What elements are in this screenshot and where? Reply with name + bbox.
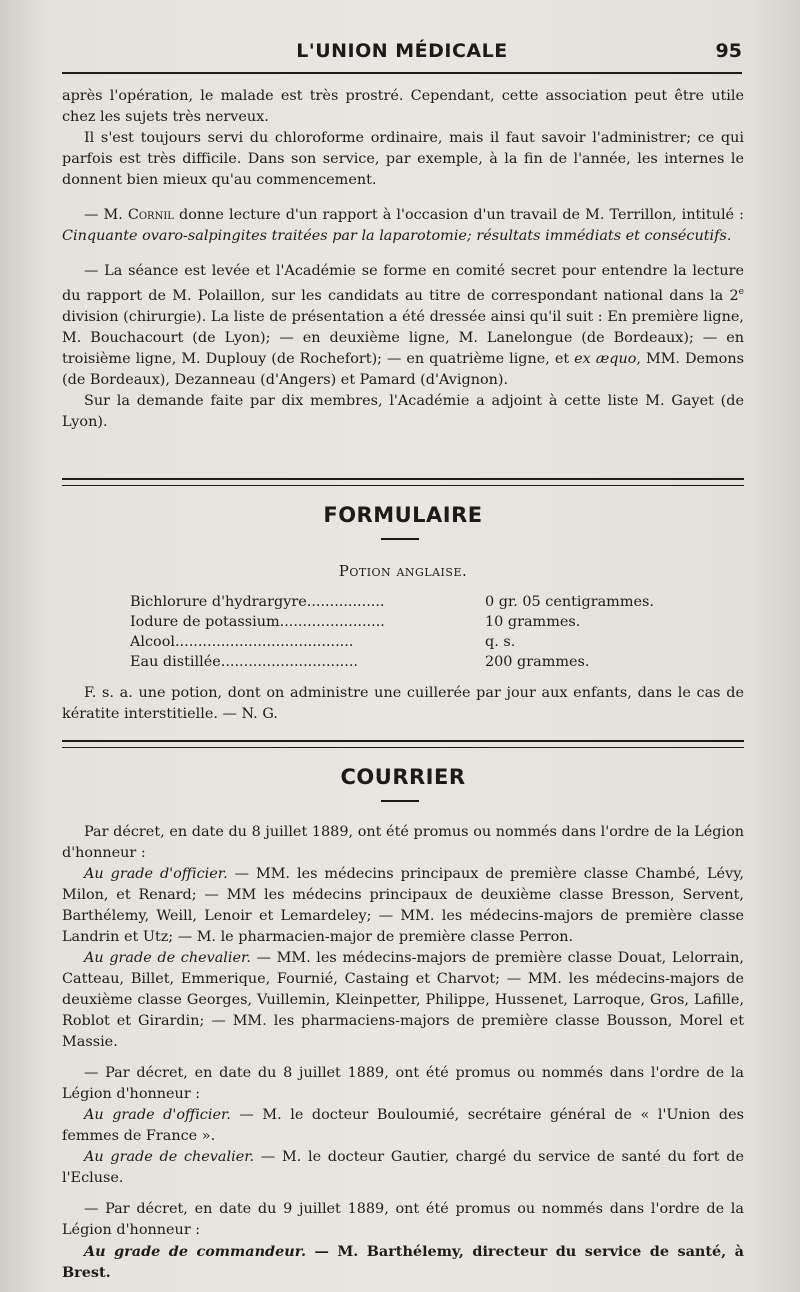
page-number: 95 xyxy=(715,40,742,62)
recipe-item xyxy=(130,592,730,612)
courrier-text: — MM. les médecins principaux de première classe Chambé, Lévy, Milon, et Renard; — MM les médecins principaux de deuxième classe Bresson, Servent, Barthélemy, Weill, Lenoir et Lemardeley; — MM. les médecins-majors de première classe Landrin et Utz; — M. le pharmacien-major de première classe Perron. xyxy=(62,866,744,945)
paragraph-chloroforme: Il s'est toujours servi du chloroforme ordinaire, mais il faut savoir l'administrer; ce qui parfois est très difficile. Dans son service, par exemple, à la fin de l'année, les internes le donnent bien mieux qu'au commencement. xyxy=(62,130,744,188)
running-head xyxy=(62,38,742,68)
recipe-list xyxy=(130,592,730,672)
courrier-paragraph xyxy=(62,948,744,1053)
courrier-paragraph xyxy=(62,822,744,864)
courrier-text: — Par décret, en date du 8 juillet 1889, ont été promus ou nommés dans l'ordre de la Légion d'honneur : xyxy=(62,1065,744,1102)
courrier-text: Par décret, en date du 8 juillet 1889, ont été promus ou nommés dans l'ordre de la Légion d'honneur : xyxy=(62,824,744,861)
courrier-grade: Au grade de chevalier. xyxy=(84,950,251,966)
courrier-body xyxy=(62,822,744,1283)
paragraph-operation: après l'opération, le malade est très prostré. Cependant, cette association peut être utile chez les sujets très nerveux. xyxy=(62,88,744,125)
formulaire-title: FORMULAIRE xyxy=(323,503,483,527)
courrier-title: COURRIER xyxy=(340,765,466,789)
courrier-paragraph xyxy=(62,1241,744,1283)
courrier-text: — Par décret, en date du 9 juillet 1889, ont été promus ou nommés dans l'ordre de la Légion d'honneur : xyxy=(62,1201,744,1238)
section-rule-courrier xyxy=(62,740,744,748)
header-rule xyxy=(62,72,742,74)
recipe-ingredient: Eau distillée.............................. xyxy=(130,654,358,670)
paragraph-seance xyxy=(62,261,744,391)
courrier-text: — M. Barthélemy, directeur du service de santé, à Brest. xyxy=(62,1243,744,1281)
courrier-paragraph xyxy=(62,1199,744,1241)
paragraph-cornil xyxy=(62,205,744,247)
seance-text-a: — La séance est levée et l'Académie se forme en comité secret pour entendre la lecture du rapport de M. Polaillon, sur les candidats au titre de correspondant national dans la 2 xyxy=(62,263,744,304)
cornil-text: donne lecture d'un rapport à l'occasion d'un travail de M. Terrillon, intitulé : xyxy=(173,207,744,223)
recipe-ingredient: Bichlorure d'hydrargyre................. xyxy=(130,594,385,610)
seance-superscript: e xyxy=(738,287,744,297)
recipe-ingredient: Alcool....................................... xyxy=(130,634,354,650)
section-rule-formulaire xyxy=(62,478,744,486)
paragraph-gayet: Sur la demande faite par dix membres, l'Académie a adjoint à cette liste M. Gayet (de Lyon). xyxy=(62,392,744,430)
courrier-paragraph xyxy=(62,1063,744,1105)
courrier-paragraph xyxy=(62,1147,744,1189)
formulaire-subtitle: Potion anglaise. xyxy=(338,562,468,580)
courrier-grade: Au grade d'officier. xyxy=(84,866,228,882)
recipe-ingredient: Iodure de potassium....................... xyxy=(130,614,385,630)
courrier-text: — MM. les médecins-majors de première classe Douat, Lelorrain, Catteau, Billet, Emmerique, Fournié, Castaing et Charvot; — MM. les médecins-majors de deuxième classe Georges, Vuillemin, Kleinpetter, Philippe, Hussenet, Larroque, Gros, Lafille, Roblot et Girardin; — MM. les pharmaciens-majors de première classe Bousson, Morel et Massie. xyxy=(62,950,744,1050)
courrier-grade: Au grade de commandeur. xyxy=(84,1243,306,1260)
cornil-dash: — M. xyxy=(84,207,128,223)
formulaire-note-block xyxy=(62,683,744,725)
courrier-paragraph xyxy=(62,1105,744,1147)
recipe-quantity: 0 gr. 05 centigrammes. xyxy=(485,594,654,610)
cornil-name: Cornil xyxy=(127,207,174,223)
recipe-quantity: 10 grammes. xyxy=(485,614,581,630)
courrier-grade: Au grade d'officier. xyxy=(84,1107,231,1123)
journal-title: L'UNION MÉDICALE xyxy=(296,40,508,62)
courrier-grade: Au grade de chevalier. xyxy=(84,1149,255,1165)
seance-text-c: , MM. Demons (de Bordeaux), Dezanneau (d'Angers) et Pamard (d'Avignon). xyxy=(62,350,744,388)
courrier-text: — M. le docteur Bouloumié, secrétaire général de « l'Union des femmes de France ». xyxy=(62,1107,745,1144)
cornil-work-title: Cinquante ovaro-salpingites traitées par la laparotomie; résultats immédiats et consécutifs. xyxy=(62,228,732,244)
courrier-text: — M. le docteur Gautier, chargé du service de santé du fort de l'Ecluse. xyxy=(62,1149,744,1186)
courrier-underline xyxy=(381,800,419,802)
recipe-quantity: 200 grammes. xyxy=(485,654,590,670)
formulaire-note: F. s. a. une potion, dont on administre une cuillerée par jour aux enfants, dans le cas de kératite interstitielle. — N. G. xyxy=(62,685,744,722)
recipe-item xyxy=(130,612,730,632)
courrier-paragraph xyxy=(62,864,744,948)
formulaire-underline xyxy=(381,538,419,540)
academie-continuation xyxy=(62,86,744,433)
seance-text-b: division (chirurgie). La liste de présentation a été dressée ainsi qu'il suit : En première ligne, M. Bouchacourt (de Lyon); — en deuxième ligne, M. Lanelongue (de Bordeaux); — en troisième ligne, M. Duplouy (de Rochefort); — en quatrième ligne, et xyxy=(62,308,744,367)
recipe-quantity: q. s. xyxy=(485,634,516,650)
recipe-item xyxy=(130,632,730,652)
seance-ex-aequo: ex æquo xyxy=(574,350,637,367)
recipe-item xyxy=(130,652,730,672)
